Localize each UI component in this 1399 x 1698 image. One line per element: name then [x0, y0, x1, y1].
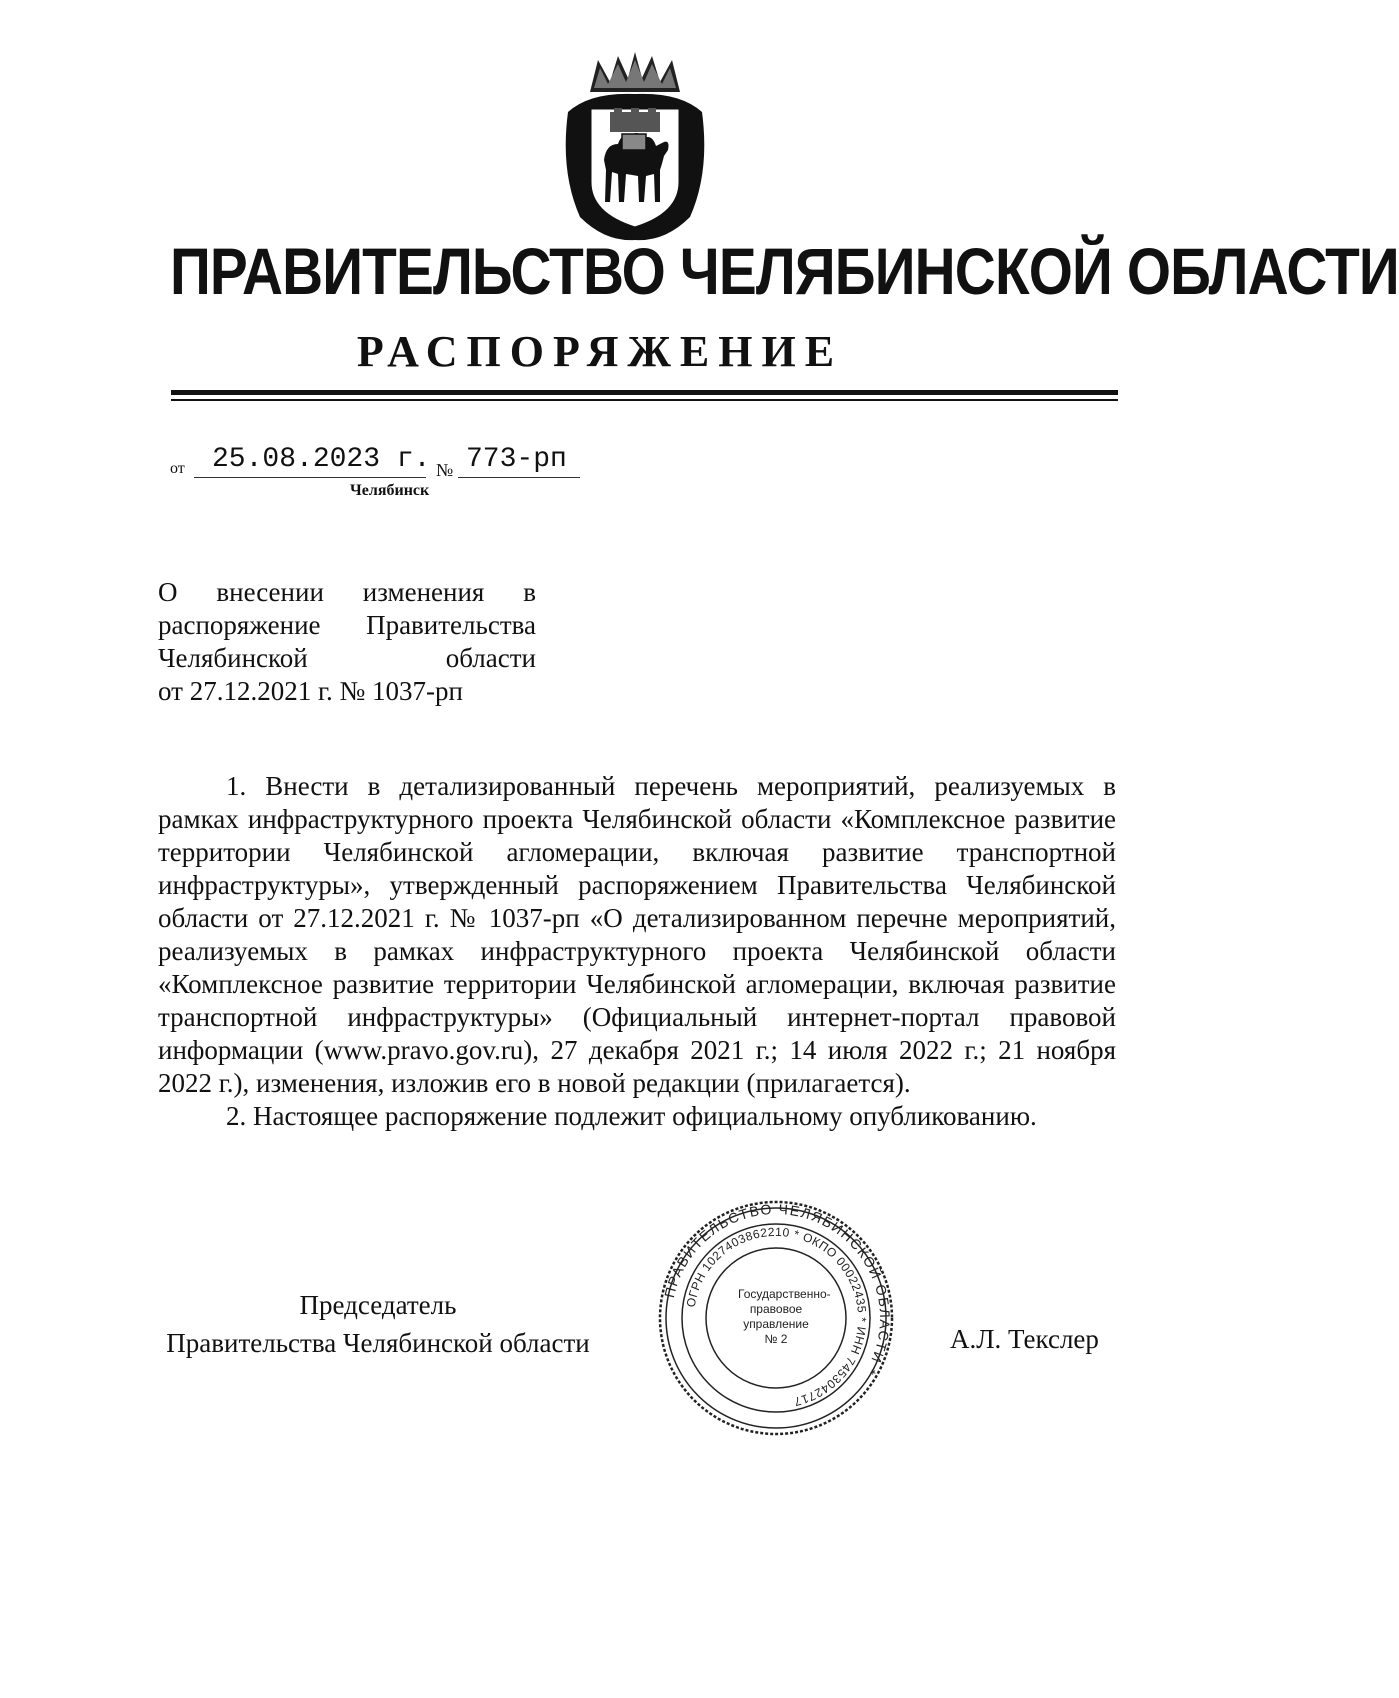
organization-title: ПРАВИТЕЛЬСТВО ЧЕЛЯБИНСКОЙ ОБЛАСТИ [170, 234, 1399, 308]
date-underline [194, 477, 426, 478]
subject-line: от 27.12.2021 г. № 1037-рп [158, 676, 463, 706]
header-rule-thick [171, 390, 1118, 395]
signatory-name: А.Л. Текслер [950, 1324, 1099, 1354]
number-underline [458, 477, 580, 478]
stamp-inner-line: № 2 [764, 1332, 788, 1346]
body-paragraph-1: 1. Внести в детализированный перечень мероприятий, реализуемых в рамках инфраструктурного проекта Челябинской области «Комплексное развитие территории Челябинской агломерации, включая развитие транспортной инфраструктуры», утвержденный распоряжением Правительства Челябинской области от 27.12.2021 г. № 1037-рп «О детализированном перечне мероприятий, реализуемых в рамках инфраструктурного проекта Челябинской области «Комплексное развитие территории Челябинской агломерации, включая развитие транспортной инфраструктуры» (Официальный интернет-портал правовой информации (www.pravo.gov.ru), 27 декабря 2021 г.; 14 июля 2022 г.; 21 ноября 2022 г.), изменения, изложив его в новой редакции (прилагается). [158, 771, 1116, 1098]
date-prefix-label: от [170, 460, 185, 477]
subject-line: распоряжение Правительства [158, 610, 536, 640]
stamp-middle-text: ОГРН 1027403862210 * ОКПО 00022435 * ИНН 7453042717 [683, 1224, 870, 1409]
signatory-position-line-1: Председатель [299, 1290, 457, 1320]
number-prefix-label: № [436, 460, 454, 480]
document-type-heading: РАСПОРЯЖЕНИЕ [356, 327, 844, 376]
subject-line: Челябинской области [158, 643, 536, 673]
stamp-inner-text [738, 1287, 831, 1347]
document-subject [158, 576, 536, 708]
stamp-outer-text: ПРАВИТЕЛЬСТВО ЧЕЛЯБИНСКОЙ ОБЛАСТИ * [661, 1200, 894, 1379]
subject-line: О внесении изменения в [158, 577, 536, 607]
document-date: 25.08.2023 г. [212, 444, 431, 475]
document-number: 773-рп [466, 444, 567, 475]
signatory-position-line-2: Правительства Челябинской области [166, 1328, 590, 1358]
document-body [158, 770, 1116, 1133]
stamp-inner-line: управление [743, 1317, 809, 1331]
signatory-position [158, 1286, 598, 1362]
stamp-inner-line: Государственно- [738, 1287, 831, 1301]
coat-of-arms-emblem [560, 52, 710, 242]
city-label: Челябинск [350, 482, 430, 499]
header-rule-thin [171, 399, 1118, 401]
stamp-inner-line: правовое [749, 1302, 803, 1316]
body-paragraph-2: 2. Настоящее распоряжение подлежит официальному опубликованию. [226, 1101, 1037, 1131]
